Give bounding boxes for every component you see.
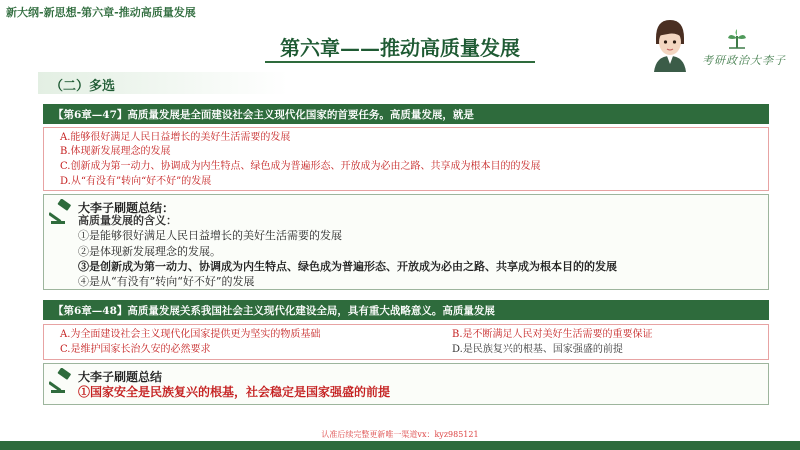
- q48-option-c: C.是维护国家长治久安的必然要求: [60, 344, 211, 355]
- question-47-stem: 【第6章—47】高质量发展是全面建设社会主义现代化国家的首要任务。高质量发展，就是: [43, 104, 769, 124]
- gavel-icon: [49, 368, 75, 394]
- breadcrumb: 新大纲-新思想-第六章-推动高质量发展: [6, 6, 196, 19]
- summary-1-line-1: ①是能够很好满足人民日益增长的美好生活需要的发展: [78, 229, 342, 242]
- title-underline: [265, 61, 535, 63]
- question-48-options: [43, 324, 769, 360]
- question-47-options: [43, 127, 769, 191]
- summary-box-2: [43, 363, 769, 405]
- avatar: [650, 18, 690, 72]
- logo-text: 考研政治大李子: [702, 54, 786, 67]
- page-title: 第六章——推动高质量发展: [280, 36, 520, 60]
- q47-option-a: A.能够很好满足人民日益增长的美好生活需要的发展: [60, 132, 291, 143]
- summary-box-1: [43, 194, 769, 290]
- tree-icon: [724, 28, 750, 50]
- gavel-icon: [49, 199, 75, 225]
- summary-2-line-1: ①国家安全是民族复兴的根基，社会稳定是国家强盛的前提: [78, 385, 391, 399]
- q47-option-c: C.创新成为第一动力、协调成为内生特点、绿色成为普遍形态、开放成为必由之路、共享成为根本目的的发展: [60, 161, 541, 172]
- summary-1-line-4: ④是从“有没有”转向“好不好”的发展: [78, 275, 255, 288]
- summary-2-title: 大李子刷题总结: [78, 370, 163, 384]
- brand-logo: [694, 28, 794, 72]
- bottom-strip: [0, 441, 800, 450]
- q48-option-d: D.是民族复兴的根基、国家强盛的前提: [452, 344, 623, 355]
- summary-1-title: 大李子刷题总结：: [78, 201, 175, 215]
- summary-1-line-3: ③是创新成为第一动力、协调成为内生特点、绿色成为普遍形态、开放成为必由之路、共享成为根本目的的发展: [78, 260, 617, 273]
- q47-option-b: B.体现新发展理念的发展: [60, 146, 171, 157]
- q48-option-a: A.为全面建设社会主义现代化国家提供更为坚实的物质基础: [60, 329, 321, 340]
- q48-option-b: B.是不断满足人民对美好生活需要的重要保证: [452, 329, 653, 340]
- question-48-stem: 【第6章—48】高质量发展关系我国社会主义现代化建设全局，具有重大战略意义。高质量发展: [43, 300, 769, 320]
- summary-1-line-2: ②是体现新发展理念的发展。: [78, 245, 221, 258]
- q47-option-d: D.从“有没有”转向“好不好”的发展: [60, 176, 212, 187]
- summary-1-subtitle: 高质量发展的含义：: [78, 214, 177, 227]
- section-label: （二）多选: [38, 72, 288, 94]
- footer-note: 认准后续完整更新唯一渠道vx：kyz985121: [321, 430, 479, 439]
